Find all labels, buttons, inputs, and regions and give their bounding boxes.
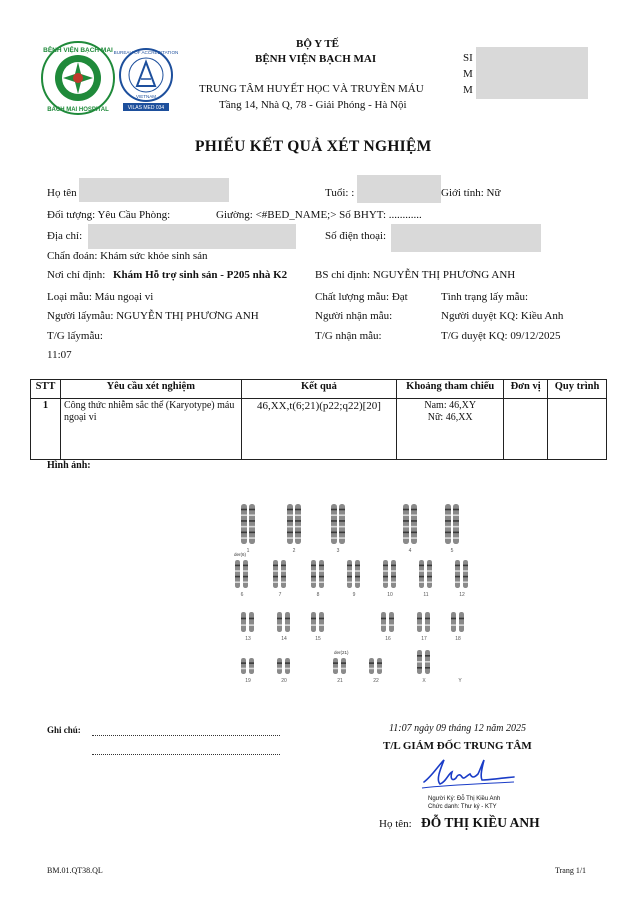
redacted-name xyxy=(79,178,229,202)
chromosome xyxy=(311,560,316,588)
chromosome xyxy=(341,658,346,674)
chromosome-label: 13 xyxy=(245,636,251,642)
chromosome xyxy=(389,612,394,632)
derivative-marker: der(21) xyxy=(334,650,349,655)
chromosome xyxy=(295,504,301,544)
right-label-2: M xyxy=(463,68,473,80)
chromosome xyxy=(411,504,417,544)
address-label: Địa chỉ: xyxy=(47,230,83,242)
age-label: Tuổi: : xyxy=(325,187,355,199)
notes-line-2 xyxy=(92,754,280,755)
chromosome xyxy=(383,560,388,588)
notes-line-1 xyxy=(92,735,280,736)
hospital-name: BỆNH VIỆN BẠCH MAI xyxy=(255,53,377,65)
col-header-stt: STT xyxy=(31,380,61,399)
chromosome xyxy=(451,612,456,632)
col-header-procedure: Quy trình xyxy=(548,380,607,399)
name-label: Họ tên xyxy=(47,187,77,199)
chromosome xyxy=(241,504,247,544)
chromosome xyxy=(285,612,290,632)
chromosome xyxy=(285,658,290,674)
result-approver: Người duyệt KQ: Kiều Anh xyxy=(441,310,564,322)
derivative-marker: der(6) xyxy=(234,552,247,557)
chromosome-label: 15 xyxy=(315,636,321,642)
chromosome xyxy=(417,650,422,674)
chromosome xyxy=(277,612,282,632)
chromosome xyxy=(463,560,468,588)
chromosome xyxy=(381,612,386,632)
signature-icon xyxy=(418,752,518,792)
center-address: Tầng 14, Nhà Q, 78 - Giải Phóng - Hà Nội xyxy=(219,99,407,111)
chromosome-label: 4 xyxy=(408,548,412,554)
col-header-unit: Đơn vị xyxy=(504,380,548,399)
chromosome-label: 7 xyxy=(278,592,282,598)
redacted-phone xyxy=(391,224,541,252)
accreditation-ring-text: BUREAU OF ACCREDITATION xyxy=(113,50,179,55)
chromosome xyxy=(241,612,246,632)
chromosome xyxy=(425,650,430,674)
chromosome-label: 8 xyxy=(316,592,320,598)
sample-type: Loại mẫu: Máu ngoại vi xyxy=(47,291,154,303)
cell-reference xyxy=(397,399,504,460)
signer-name-label: Họ tên: xyxy=(379,818,412,830)
sample-status: Tình trạng lấy mẫu: xyxy=(441,291,529,303)
collect-time-value: 11:07 xyxy=(47,349,72,361)
chromosome-label: 18 xyxy=(455,636,461,642)
accreditation-code: VILAS MED 034 xyxy=(127,105,165,111)
chromosome xyxy=(241,658,246,674)
ordered-at-label: Nơi chỉ định: xyxy=(47,269,106,281)
chromosome xyxy=(311,612,316,632)
chromosome xyxy=(445,504,451,544)
chromosome xyxy=(235,560,240,588)
ministry-name: BỘ Y TẾ xyxy=(296,38,339,50)
chromosome xyxy=(455,560,460,588)
bed-label: Giường: <#BED_NAME;> Số BHYT: ............ xyxy=(216,209,422,221)
accreditation-logo-icon xyxy=(113,46,179,112)
sample-collector: Người lấymẫu: NGUYỄN THỊ PHƯƠNG ANH xyxy=(47,310,259,322)
chromosome-label: 14 xyxy=(281,636,287,642)
chromosome xyxy=(319,560,324,588)
chromosome-label: 6 xyxy=(240,592,244,598)
accreditation-country: VIETNAM xyxy=(135,94,157,99)
report-title: PHIẾU KẾT QUẢ XÉT NGHIỆM xyxy=(195,138,432,155)
form-code: BM.01.QT38.QL xyxy=(47,866,103,875)
chromosome-label: 16 xyxy=(385,636,391,642)
ordering-doctor: BS chỉ định: NGUYỄN THỊ PHƯƠNG ANH xyxy=(315,269,516,281)
collect-time-label: T/G lấymẫu: xyxy=(47,330,103,342)
image-label: Hình ảnh: xyxy=(47,460,91,471)
cell-result: 46,XX,t(6;21)(p22;q22)[20] xyxy=(241,399,397,460)
ordered-at-value: Khám Hỗ trợ sinh sản - P205 nhà K2 xyxy=(113,269,288,281)
chromosome xyxy=(403,504,409,544)
signed-by: Người Ký: Đỗ Thị Kiều Anh xyxy=(428,796,501,802)
logo-text-top: BỆNH VIỆN BẠCH MAI xyxy=(43,47,113,54)
chromosome xyxy=(425,612,430,632)
sign-title: T/L GIÁM ĐỐC TRUNG TÂM xyxy=(383,740,532,752)
object-label: Đối tượng: Yêu Cầu Phòng: xyxy=(47,209,171,221)
redacted-block xyxy=(476,47,588,99)
sign-date: 11:07 ngày 09 tháng 12 năm 2025 xyxy=(389,723,527,734)
chromosome-label: 20 xyxy=(281,678,287,684)
chromosome xyxy=(281,560,286,588)
cell-procedure xyxy=(548,399,607,460)
chromosome xyxy=(419,560,424,588)
chromosome-label: Y xyxy=(458,678,462,684)
chromosome xyxy=(369,658,374,674)
reference-male: Nam: 46,XY xyxy=(424,400,477,411)
sex-label: Giới tính: Nữ xyxy=(441,187,501,199)
sample-quality: Chất lượng mẫu: Đạt xyxy=(315,291,408,303)
chromosome-label: 2 xyxy=(292,548,296,554)
cell-unit xyxy=(504,399,548,460)
table-header-row xyxy=(31,380,607,399)
reference-female: Nữ: 46,XX xyxy=(427,412,473,423)
sample-receiver: Người nhận mẫu: xyxy=(315,310,393,322)
chromosome xyxy=(333,658,338,674)
karyotype-image xyxy=(228,492,484,690)
phone-label: Số điện thoại: xyxy=(325,230,387,242)
results-table xyxy=(30,379,607,460)
chromosome-label: 5 xyxy=(450,548,454,554)
signer-position: Chức danh: Thư ký - KTY xyxy=(428,804,497,810)
col-header-reference: Khoảng tham chiếu xyxy=(397,380,504,399)
cell-test: Công thức nhiễm sắc thể (Karyotype) máu ngoại vi xyxy=(60,399,241,460)
chromosome xyxy=(427,560,432,588)
signer-name: ĐỖ THỊ KIỀU ANH xyxy=(421,815,540,830)
chromosome-label: 17 xyxy=(421,636,427,642)
right-label-3: M xyxy=(463,84,473,96)
chromosome xyxy=(377,658,382,674)
chromosome xyxy=(453,504,459,544)
chromosome-label: 12 xyxy=(459,592,465,598)
chromosome xyxy=(331,504,337,544)
redacted-address xyxy=(88,224,296,249)
logo-text-bottom: BACH MAI HOSPITAL xyxy=(47,107,109,113)
chromosome xyxy=(273,560,278,588)
page-number: Trang 1/1 xyxy=(555,866,587,875)
chromosome xyxy=(243,560,248,588)
chromosome-label: 11 xyxy=(423,592,429,598)
chromosome xyxy=(347,560,352,588)
cell-stt: 1 xyxy=(31,399,61,460)
col-header-result: Kết quả xyxy=(241,380,397,399)
chromosome xyxy=(391,560,396,588)
chromosome xyxy=(249,658,254,674)
chromosome-label: 21 xyxy=(337,678,343,684)
chromosome xyxy=(459,612,464,632)
chromosome xyxy=(319,612,324,632)
receive-time: T/G nhận mẫu: xyxy=(315,330,382,342)
chromosome xyxy=(417,612,422,632)
notes-label: Ghi chú: xyxy=(47,725,81,735)
chromosome-label: 19 xyxy=(245,678,251,684)
approve-time: T/G duyệt KQ: 09/12/2025 xyxy=(441,330,561,342)
redacted-age xyxy=(357,175,441,203)
chromosome xyxy=(249,612,254,632)
chromosome xyxy=(287,504,293,544)
chromosome-label: 9 xyxy=(352,592,356,598)
chromosome-label: 1 xyxy=(246,548,250,554)
chromosome xyxy=(249,504,255,544)
diagnosis: Chẩn đoán: Khám sức khỏe sinh sản xyxy=(47,250,208,262)
center-name: TRUNG TÂM HUYẾT HỌC VÀ TRUYỀN MÁU xyxy=(199,83,424,95)
chromosome xyxy=(355,560,360,588)
chromosome-label: X xyxy=(422,678,426,684)
table-row xyxy=(31,399,607,460)
chromosome-label: 10 xyxy=(387,592,393,598)
right-label-1: SI xyxy=(463,52,473,64)
chromosome-label: 22 xyxy=(373,678,379,684)
col-header-test: Yêu cầu xét nghiệm xyxy=(60,380,241,399)
chromosome-label: 3 xyxy=(336,548,340,554)
chromosome xyxy=(339,504,345,544)
chromosome xyxy=(277,658,282,674)
hospital-logo-icon xyxy=(38,40,118,116)
